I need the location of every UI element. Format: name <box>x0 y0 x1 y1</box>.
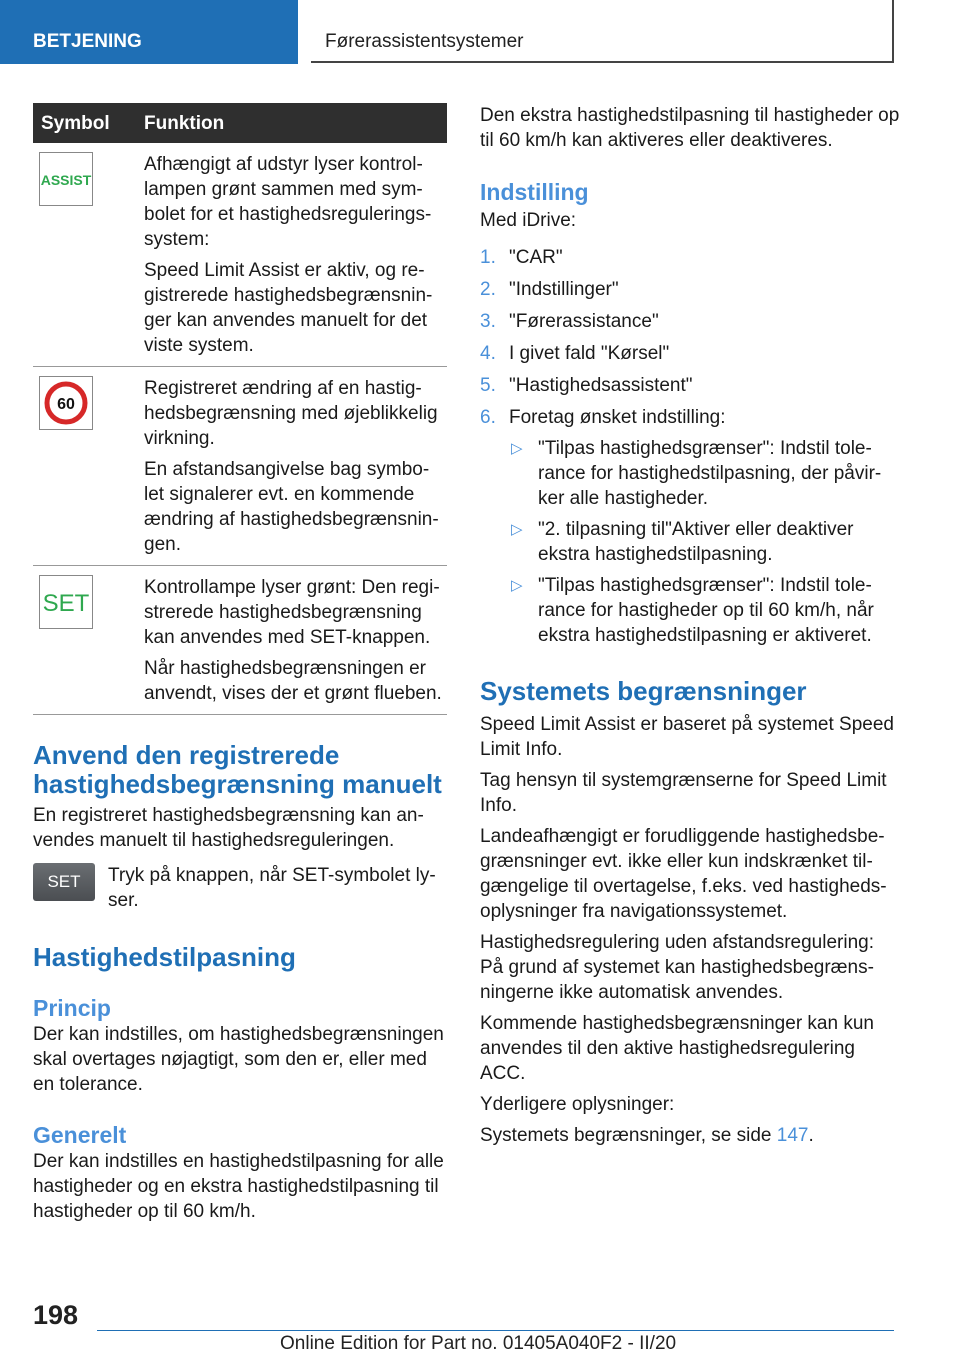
svg-text:ASSIST: ASSIST <box>40 172 92 188</box>
paragraph: Speed Limit Assist er baseret på systemet Speed Limit Info. <box>480 714 894 760</box>
see-page-reference: Systemets begrænsninger, se side 147. <box>480 1125 814 1146</box>
table-cell-text: En afstandsangivelse bag symbo-let signalerer evt. en kommende ændring af hastighedsbegrænsnin-gen. <box>144 459 439 555</box>
list-item: ▷ "Tilpas hastighedsgrænser": Indstil tole-rance for hastigheder op til 60 km/h, når ekstra hastighedstilpasning er aktiveret. <box>511 575 874 646</box>
heading-manual-apply: Anvend den registrerede hastighedsbegrænsning manuelt <box>33 740 442 799</box>
left-column <box>33 103 447 1224</box>
table-row <box>33 143 447 367</box>
list-item: 5. "Hastighedsassistent" <box>480 375 693 396</box>
paragraph: Tag hensyn til systemgrænserne for Speed Limit Info. <box>480 770 887 816</box>
list-item: 2. "Indstillinger" <box>480 279 619 300</box>
footer-divider <box>97 1330 894 1331</box>
section-tab <box>0 0 298 64</box>
assist-icon <box>39 152 93 206</box>
steps-list <box>480 245 900 648</box>
paragraph: Der kan indstilles en hastighedstilpasning for alle hastigheder og en ekstra hastighedstilpasning til hastigheder op til 60 km/h. <box>33 1151 444 1222</box>
triangle-bullet-icon: ▷ <box>511 440 523 457</box>
table-row <box>33 566 447 715</box>
svg-text:SET: SET <box>42 590 90 617</box>
list-item: 3. "Førerassistance" <box>480 311 659 332</box>
section-title: BETJENING <box>33 31 142 52</box>
set-button-instruction <box>33 863 447 913</box>
heading-setting: Indstilling <box>480 179 589 205</box>
list-item: ▷ "2. tilpasning til"Aktiver eller deaktiver ekstra hastighedstilpasning. <box>511 519 854 565</box>
column-header-function: Funktion <box>144 113 225 134</box>
paragraph: Hastighedsregulering uden afstandsregulering: På grund af systemet kan hastighedsbegræns-ningerne ikke automatisk anvendes. <box>480 932 874 1003</box>
paragraph: Med iDrive: <box>480 210 577 231</box>
list-item: 4. I givet fald "Kørsel" <box>480 343 670 364</box>
edition-info: Online Edition for Part no. 01405A040F2 - II/20 <box>280 1333 677 1354</box>
heading-speed-adaptation: Hastighedstilpasning <box>33 942 296 972</box>
list-item: ▷ "Tilpas hastighedsgrænser": Indstil tole-rance for hastighedstilpasning, der påvir-ker alle hastigheder. <box>511 438 882 509</box>
triangle-bullet-icon: ▷ <box>511 521 523 538</box>
chapter-title: Førerassistentsystemer <box>325 31 524 52</box>
paragraph: Tryk på knappen, når SET-symbolet ly-ser. <box>108 865 436 911</box>
set-icon <box>39 575 93 629</box>
table-cell-text: Speed Limit Assist er aktiv, og re-gistrerede hastighedsbegrænsnin-ger kan anvendes manuelt for det viste system. <box>144 260 433 356</box>
table-cell-text: Afhængigt af udstyr lyser kontrol-lampen grønt sammen med sym-bolet for et hastighedsregulerings-system: <box>144 154 432 250</box>
page-link[interactable]: 147 <box>776 1125 809 1146</box>
right-column <box>480 103 900 1148</box>
paragraph: Yderligere oplysninger: <box>480 1094 675 1115</box>
speed-limit-60-icon <box>39 376 93 430</box>
paragraph: En registreret hastighedsbegrænsning kan an-vendes manuelt til hastighedsreguleringen. <box>33 805 424 851</box>
paragraph: Den ekstra hastighedstilpasning til hastigheder op til 60 km/h kan aktiveres eller deaktiveres. <box>480 105 900 151</box>
paragraph: Kommende hastighedsbegrænsninger kan kun anvendes til den aktive hastighedsregulering ACC. <box>480 1013 874 1084</box>
heading-system-limits: Systemets begrænsninger <box>480 676 807 706</box>
heading-principle: Princip <box>33 995 111 1021</box>
set-button-icon: SET <box>33 863 95 901</box>
list-item: 6. Foretag ønsket indstilling: ▷ "Tilpas hastighedsgrænser": Indstil tole-rance for hastighedstilpasning, der påvir-ker alle hastigheder. ▷ "2. tilpasning til"Aktiver eller deaktiver ekstra hastighedstilpasning. ▷ "Tilpas hastighedsgrænser": Indstil tole-rance for hastigheder op til 60 km/h, når ekstra hastighedstilpasning er aktiveret. <box>480 405 900 648</box>
table-cell-text: Registreret ændring af en hastig-hedsbegrænsning med øjeblikkelig virkning. <box>144 378 438 449</box>
table-cell-text: Kontrollampe lyser grønt: Den regi-strerede hastighedsbegrænsning kan anvendes med SET-knappen. <box>144 577 440 648</box>
svg-text:60: 60 <box>57 396 75 413</box>
triangle-bullet-icon: ▷ <box>511 577 523 594</box>
substeps-list <box>509 436 900 648</box>
page-number: 198 <box>33 1300 79 1330</box>
list-item: 1. "CAR" <box>480 247 563 268</box>
paragraph: Landeafhængigt er forudliggende hastighedsbe-grænsninger evt. ikke eller kun indskrænket til-gængelige til overtagelse, f.eks. ved hastigheds-oplysninger fra navigationssystemet. <box>480 826 887 922</box>
column-header-symbol: Symbol <box>41 113 110 134</box>
table-cell-text: Når hastighedsbegrænsningen er anvendt, vises der et grønt flueben. <box>144 658 442 704</box>
paragraph: Der kan indstilles, om hastighedsbegrænsningen skal overtages nøjagtigt, som den er, eller med en tolerance. <box>33 1024 444 1095</box>
table-header <box>33 103 447 143</box>
heading-general: Generelt <box>33 1122 127 1148</box>
chapter-header <box>311 0 894 63</box>
table-row <box>33 367 447 566</box>
